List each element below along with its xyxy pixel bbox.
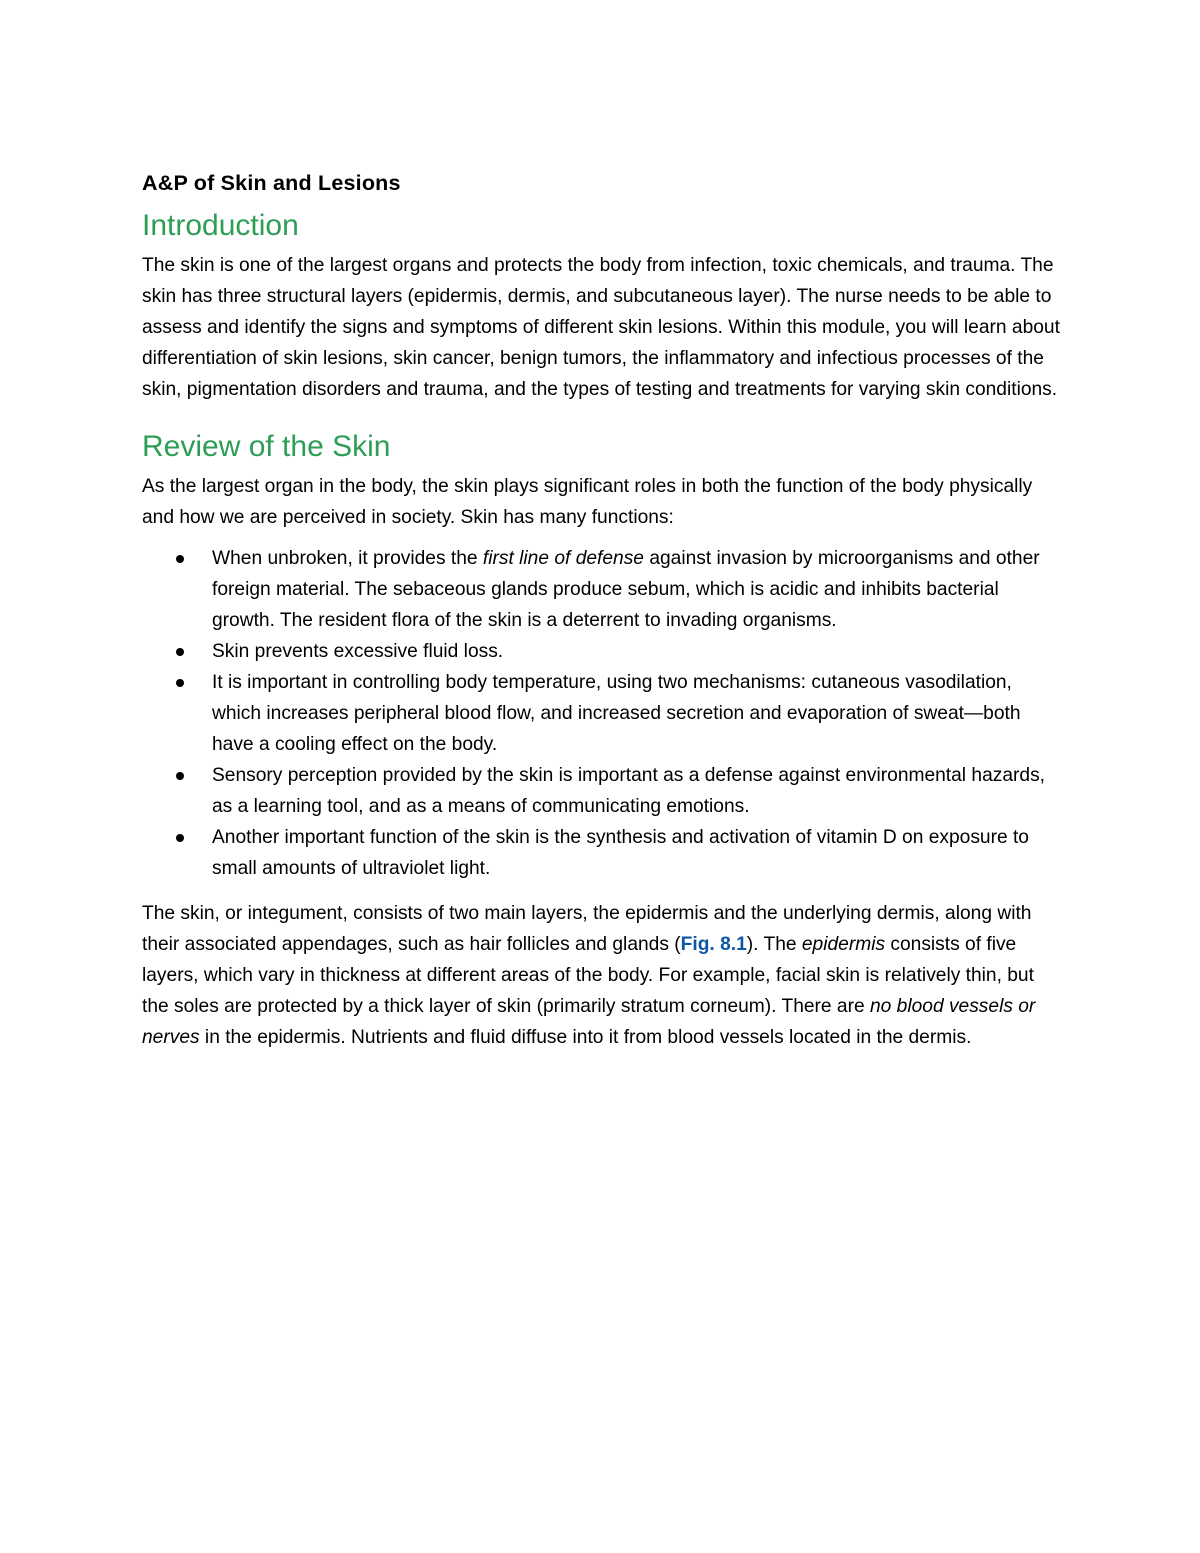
bullet-icon [176, 772, 184, 780]
paragraph-text: ). The [746, 934, 802, 955]
integument-paragraph [142, 898, 1062, 1053]
document-content [142, 168, 1062, 1067]
list-item-text: against invasion by microorganisms and other foreign material. The sebaceous glands produce sebum, which is acidic and inhibits bacterial growth. The resident flora of the skin is a deterrent to invading organisms. [212, 548, 1040, 631]
list-item-text: It is important in controlling body temperature, using two mechanisms: cutaneous vasodilation, which increases peripheral blood flow, and increased secretion and evaporation of sweat—both have a cooling effect on the body. [212, 672, 1021, 755]
review-intro-paragraph: As the largest organ in the body, the skin plays significant roles in both the function of the body physically and how we are perceived in society. Skin has many functions: [142, 476, 1033, 528]
paragraph-text: consists of five layers, which vary in thickness at different areas of the body. For example, facial skin is relatively thin, but the soles are protected by a thick layer of skin (primarily stratum corneum). There are [142, 934, 1034, 1017]
bullet-icon [176, 834, 184, 842]
document-title: A&P of Skin and Lesions [142, 171, 401, 195]
list-item [142, 822, 1062, 884]
list-item-text: Another important function of the skin is the synthesis and activation of vitamin D on exposure to small amounts of ultraviolet light. [212, 827, 1029, 879]
list-item-text: Skin prevents excessive fluid loss. [212, 641, 504, 662]
bullet-icon [176, 555, 184, 563]
bullet-icon [176, 679, 184, 687]
list-item-text: Sensory perception provided by the skin is important as a defense against environmental hazards, as a learning tool, and as a means of communicating emotions. [212, 765, 1045, 817]
figure-link[interactable]: Fig. 8.1 [680, 934, 747, 955]
paragraph-text: The skin, or integument, consists of two main layers, the epidermis and the underlying dermis, along with their associated appendages, such as hair follicles and glands ( [142, 903, 1032, 955]
emphasis-first-line-of-defense: first line of defense [482, 548, 644, 569]
list-item [142, 543, 1062, 636]
introduction-paragraph: The skin is one of the largest organs and protects the body from infection, toxic chemicals, and trauma. The skin has three structural layers (epidermis, dermis, and subcutaneous layer). The nurse needs to be able to assess and identify the signs and symptoms of different skin lesions. Within this module, you will learn about differentiation of skin lesions, skin cancer, benign tumors, the inflammatory and infectious processes of the skin, pigmentation disorders and trauma, and the types of testing and treatments for varying skin conditions. [142, 255, 1060, 400]
list-item-text: When unbroken, it provides the [212, 548, 483, 569]
emphasis-epidermis: epidermis [801, 934, 886, 955]
bullet-icon [176, 648, 184, 656]
list-item [142, 636, 1062, 667]
skin-functions-list [142, 543, 1062, 884]
list-item [142, 760, 1062, 822]
heading-review-of-the-skin: Review of the Skin [142, 430, 391, 463]
list-item [142, 667, 1062, 760]
heading-introduction: Introduction [142, 209, 299, 242]
paragraph-text: in the epidermis. Nutrients and fluid diffuse into it from blood vessels located in the dermis. [199, 1027, 972, 1048]
emphasis-no-blood-vessels: no blood vessels or nerves [142, 996, 1036, 1048]
